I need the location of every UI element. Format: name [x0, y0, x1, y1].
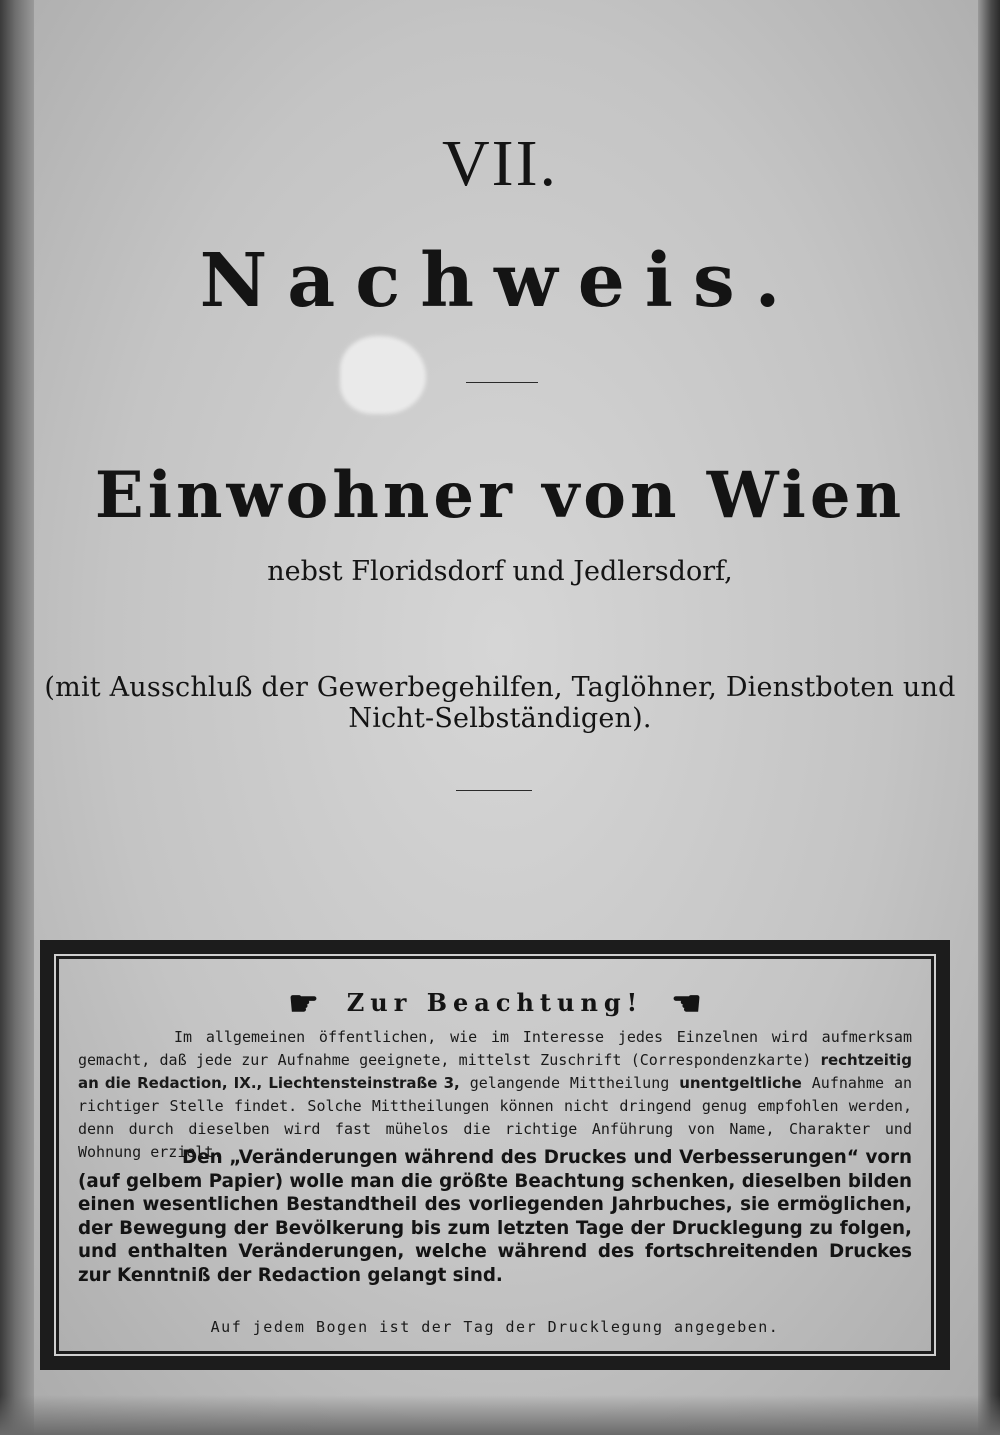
- subtitle-subline: nebst Floridsdorf und Jedlersdorf,: [267, 556, 733, 587]
- notice-paragraph-1: [78, 1026, 912, 1164]
- section-numeral: VII.: [441, 127, 559, 200]
- pointing-hand-left-icon: ☚: [671, 984, 702, 1024]
- divider-rule-bottom: [456, 790, 532, 791]
- divider-rule-top: [466, 382, 538, 383]
- para1-lead: Im allgemeinen öffentlichen, wie im Interesse jedes Einzelnen wird aufmerksam gemacht, daß jede zur Aufnahme geeignete, mittelst Zuschrift (Correspondenzkarte): [78, 1028, 912, 1069]
- para1-emphasis-redaction: rechtzeitig an die Redaction, IX., Liechtensteinstraße 3,: [78, 1051, 912, 1092]
- page-subtitle: Einwohner von Wien: [94, 458, 906, 533]
- page-bottom-edge: [0, 1395, 1000, 1435]
- paper-damage-spot: [340, 336, 426, 414]
- notice-paragraph-2: Den „Veränderungen während des Druckes und Verbesserungen“ vorn (auf gelbem Papier) wolle man die größte Beachtung schenken, dieselben bilden einen wesentlichen Bestandtheil des vorliegenden Jahrbuches, sie ermöglichen, der Bewegung der Bevölkerung bis zum letzten Tage der Drucklegung zu folgen, und enthalten Veränderungen, welche während des fortschreitenden Druckes zur Kenntniß der Redaction gelangt sind.: [78, 1147, 912, 1286]
- para1-emphasis-free: unentgeltliche: [679, 1074, 802, 1092]
- exclusion-note: (mit Ausschluß der Gewerbegehilfen, Taglöhner, Dienstboten und Nicht-Selbständigen).: [44, 672, 956, 734]
- page-title: Nachweis.: [199, 238, 801, 324]
- para1-tail: Aufnahme an richtiger Stelle findet. Solche Mittheilungen können nicht dringend genug empfohlen werden, denn durch dieselben wird fast mühelos die richtige Anführung von Name, Charakter und Wohnung erzielt.: [78, 1074, 913, 1161]
- notice-heading-text: Zur Beachtung!: [346, 988, 644, 1017]
- para1-mid: gelangende Mittheilung: [469, 1074, 670, 1092]
- notice-footer: Auf jedem Bogen ist der Tag der Drucklegung angegeben.: [210, 1318, 780, 1336]
- notice-heading: [62, 984, 928, 1024]
- pointing-hand-right-icon: ☛: [288, 984, 319, 1024]
